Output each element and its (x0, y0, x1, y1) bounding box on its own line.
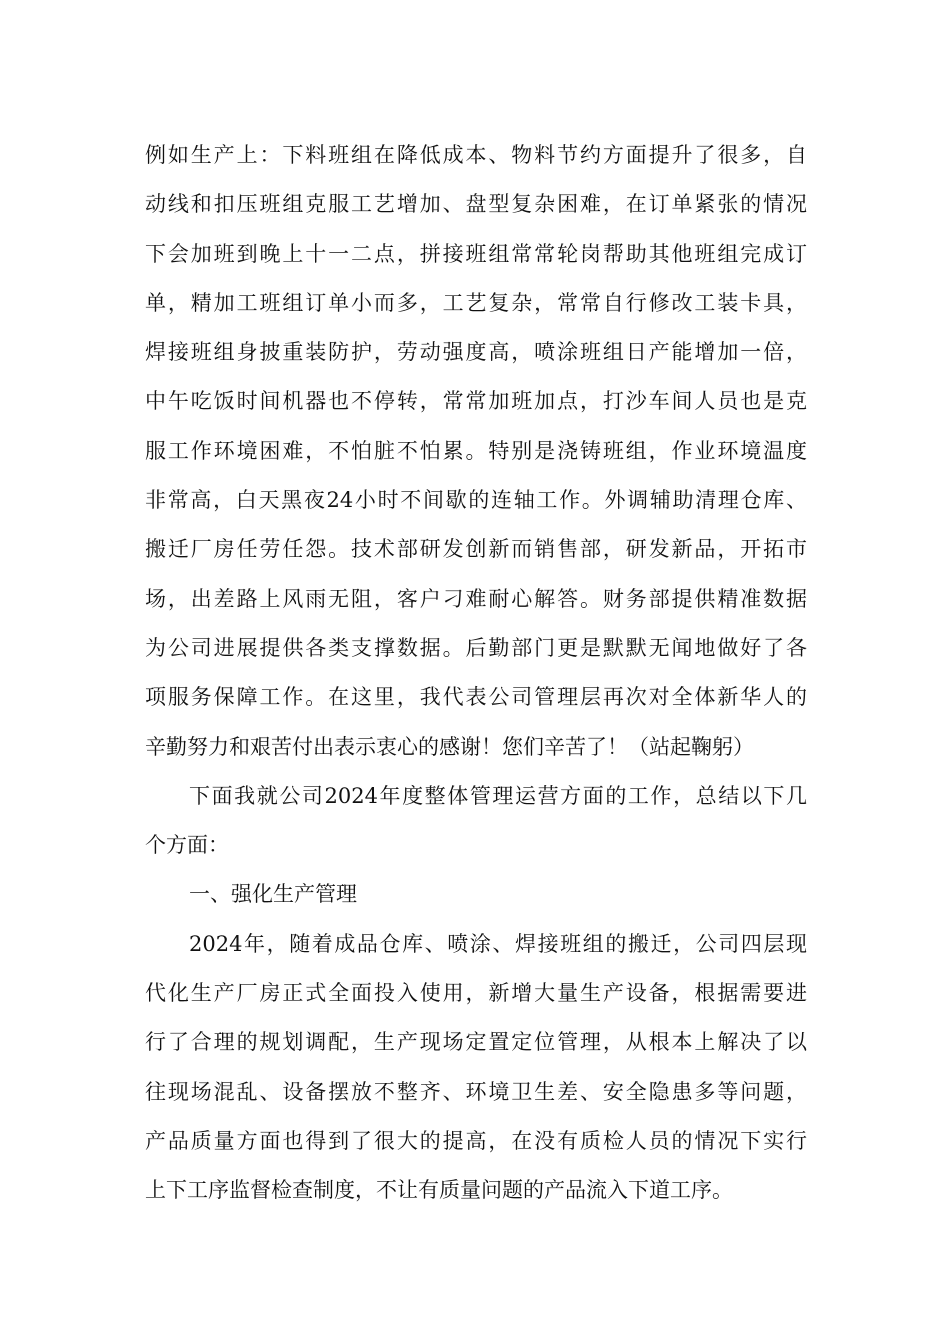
text-line: 产品质量方面也得到了很大的提高，在没有质检人员的情况下实行 (145, 1128, 807, 1153)
text-line: 非常高，白天黑夜24小时不间歇的连轴工作。外调辅助清理仓库、 (145, 488, 807, 513)
text-line: 辛勤努力和艰苦付出表示衷心的感谢！您们辛苦了！（站起鞠躬） (145, 734, 754, 759)
text-line: 服工作环境困难，不怕脏不怕累。特别是浇铸班组，作业环境温度 (145, 438, 807, 463)
paragraph-summary-intro (145, 772, 807, 871)
text-line: 动线和扣压班组克服工艺增加、盘型复杂困难，在订单紧张的情况 (145, 192, 807, 217)
text-line: 2024年，随着成品仓库、喷涂、焊接班组的搬迁，公司四层现 (189, 931, 807, 956)
text-line: 为公司进展提供各类支撑数据。后勤部门更是默默无闻地做好了各 (145, 635, 807, 660)
text-line: 上下工序监督检查制度，不让有质量问题的产品流入下道工序。 (145, 1178, 733, 1203)
text-line: 下会加班到晚上十一二点，拼接班组常常轮岗帮助其他班组完成订 (145, 241, 807, 266)
text-line: 往现场混乱、设备摆放不整齐、环境卫生差、安全隐患多等问题， (145, 1079, 807, 1104)
section-heading (145, 870, 807, 919)
text-line: 场，出差路上风雨无阻，客户刁难耐心解答。财务部提供精准数据 (145, 586, 807, 611)
paragraph-production-management (145, 920, 807, 1216)
section-heading-text: 一、强化生产管理 (189, 882, 357, 907)
text-line: 焊接班组身披重装防护，劳动强度高，喷涂班组日产能增加一倍， (145, 340, 807, 365)
text-line: 行了合理的规划调配，生产现场定置定位管理，从根本上解决了以 (145, 1030, 807, 1055)
text-line: 项服务保障工作。在这里，我代表公司管理层再次对全体新华人的 (145, 685, 807, 710)
text-line: 下面我就公司2024年度整体管理运营方面的工作，总结以下几 (189, 783, 807, 808)
text-line: 个方面： (145, 833, 229, 858)
text-line: 中午吃饭时间机器也不停转，常常加班加点，打沙车间人员也是克 (145, 389, 807, 414)
text-line: 单，精加工班组订单小而多，工艺复杂，常常自行修改工装卡具， (145, 290, 807, 315)
document-body (145, 131, 807, 1216)
text-line: 例如生产上：下料班组在降低成本、物料节约方面提升了很多，自 (145, 143, 807, 167)
paragraph-production-teams (145, 131, 807, 772)
text-line: 搬迁厂房任劳任怨。技术部研发创新而销售部，研发新品，开拓市 (145, 537, 807, 562)
text-line: 代化生产厂房正式全面投入使用，新增大量生产设备，根据需要进 (145, 981, 807, 1006)
